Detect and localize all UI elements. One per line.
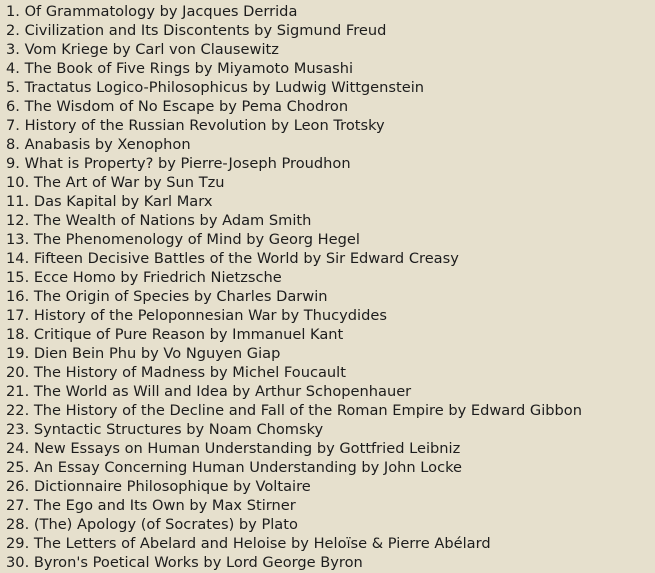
list-item: 3. Vom Kriege by Carl von Clausewitz — [6, 41, 279, 58]
list-item: 5. Tractatus Logico-Philosophicus by Ludwig Wittgenstein — [6, 79, 425, 96]
list-item: 9. What is Property? by Pierre-Joseph Proudhon — [6, 155, 351, 172]
list-item: 11. Das Kapital by Karl Marx — [6, 193, 213, 210]
list-item: 28. (The) Apology (of Socrates) by Plato — [6, 516, 298, 533]
list-item: 6. The Wisdom of No Escape by Pema Chodron — [6, 98, 349, 115]
list-item: 2. Civilization and Its Discontents by Sigmund Freud — [6, 22, 387, 39]
list-item: 7. History of the Russian Revolution by Leon Trotsky — [6, 117, 385, 134]
list-item: 16. The Origin of Species by Charles Darwin — [6, 288, 328, 305]
list-item: 19. Dien Bein Phu by Vo Nguyen Giap — [6, 345, 281, 362]
list-item: 29. The Letters of Abelard and Heloise by Heloïse & Pierre Abélard — [6, 535, 491, 552]
list-item: 10. The Art of War by Sun Tzu — [6, 174, 225, 191]
list-item: 30. Byron's Poetical Works by Lord George Byron — [6, 554, 363, 571]
list-item: 26. Dictionnaire Philosophique by Voltaire — [6, 478, 311, 495]
list-item: 15. Ecce Homo by Friedrich Nietzsche — [6, 269, 282, 286]
list-item: 14. Fifteen Decisive Battles of the World by Sir Edward Creasy — [6, 250, 459, 267]
list-item: 24. New Essays on Human Understanding by Gottfried Leibniz — [6, 440, 461, 457]
list-item: 8. Anabasis by Xenophon — [6, 136, 191, 153]
book-list — [6, 2, 582, 572]
list-item: 4. The Book of Five Rings by Miyamoto Musashi — [6, 60, 354, 77]
list-item: 21. The World as Will and Idea by Arthur Schopenhauer — [6, 383, 412, 400]
list-item: 18. Critique of Pure Reason by Immanuel Kant — [6, 326, 344, 343]
list-item: 1. Of Grammatology by Jacques Derrida — [6, 3, 298, 20]
list-item: 22. The History of the Decline and Fall of the Roman Empire by Edward Gibbon — [6, 402, 582, 419]
list-item: 13. The Phenomenology of Mind by Georg Hegel — [6, 231, 360, 248]
list-item: 27. The Ego and Its Own by Max Stirner — [6, 497, 296, 514]
list-item: 23. Syntactic Structures by Noam Chomsky — [6, 421, 324, 438]
list-item: 17. History of the Peloponnesian War by Thucydides — [6, 307, 387, 324]
list-item: 20. The History of Madness by Michel Foucault — [6, 364, 346, 381]
list-item: 12. The Wealth of Nations by Adam Smith — [6, 212, 312, 229]
list-item: 25. An Essay Concerning Human Understanding by John Locke — [6, 459, 463, 476]
